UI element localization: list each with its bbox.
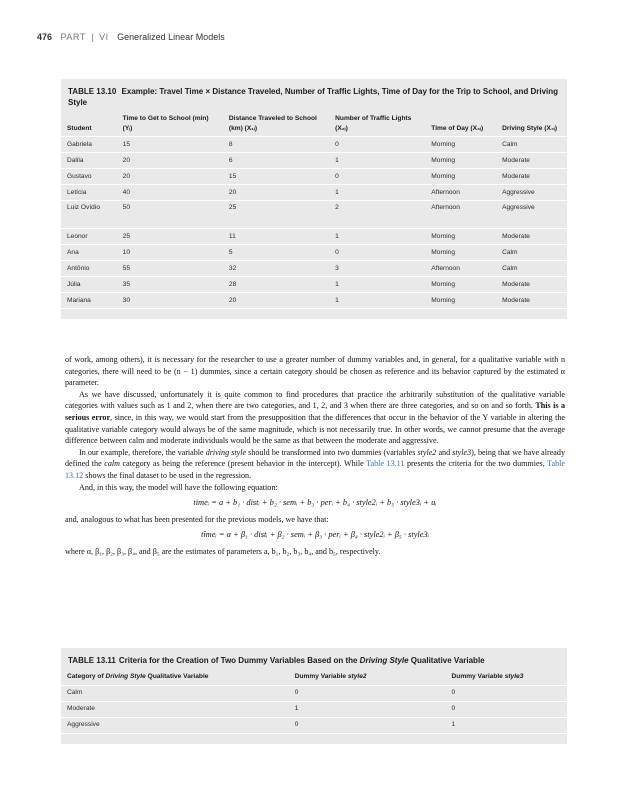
table-row: [61, 277, 567, 293]
cell: 1: [329, 293, 425, 309]
cell: Afternoon: [425, 261, 496, 277]
table-label: TABLE 13.10: [68, 87, 117, 96]
table-row: [61, 701, 567, 717]
col-header: Distance Traveled to School (km) (X₁ᵢ): [223, 113, 329, 137]
table-caption: [61, 79, 567, 113]
cell: Calm: [496, 261, 567, 277]
paragraph: [65, 447, 565, 482]
emphasis: style2: [417, 447, 437, 457]
table-row: [61, 685, 567, 701]
cell: Mariana: [61, 293, 117, 309]
table-row: [61, 201, 567, 229]
cell: Morning: [425, 137, 496, 153]
col-header: Dummy Variable style2: [289, 671, 446, 685]
cell: 1: [329, 185, 425, 201]
text-run: , since, in this way, we would start from the presupposition that the differences that occur in the behavior of the Y variable in altering the qualitative variable category would always be of the same magnitude, which is not necessarily true. In other words, we cannot presume that the average difference between calm and moderate individuals would be the same as that between the moderate and aggressive.: [65, 412, 565, 446]
cell: Gabriela: [61, 137, 117, 153]
table-row: [61, 153, 567, 169]
cell: Moderate: [496, 169, 567, 185]
cell: 15: [117, 137, 223, 153]
cell: Luiz Ovídio: [61, 201, 117, 229]
table-13-10: [61, 79, 567, 319]
cell: 15: [223, 169, 329, 185]
cell: Moderate: [496, 293, 567, 309]
cell: Ana: [61, 245, 117, 261]
cell: 5: [223, 245, 329, 261]
cell: Moderate: [61, 701, 289, 717]
paragraph: of work, among others), it is necessary for the researcher to use a greater number of dummy variables and, in general, for a qualitative variable with n categories, there will need to be (n − 1) dummies, since a certain category should be chosen as reference and its behavior captured by the estimated α parameter.: [65, 355, 565, 388]
section-title: Generalized Linear Models: [117, 32, 225, 42]
cell: Aggressive: [61, 717, 289, 733]
cell: 28: [223, 277, 329, 293]
cell: 0: [446, 685, 567, 701]
table-13-11: [61, 648, 567, 744]
col-header: Time of Day (X₃ᵢ): [425, 113, 496, 137]
table-row: [61, 293, 567, 309]
table-header-row: [61, 671, 567, 685]
text-run: should be transformed into two dummies (variables: [246, 447, 418, 457]
text-run: presents the criteria for the two dummies,: [404, 459, 548, 469]
text-run: shows the final dataset to be used in the regression.: [83, 470, 252, 480]
table-row: [61, 229, 567, 245]
text-run: As we have discussed, unfortunately it is quite common to find procedures that practice the arbitrarily substitution of the qualitative variable categories with values such as 1 and 2, when there are two categories, and 1, 2, and 3 when there are three categories, and so on and so forth.: [65, 389, 565, 411]
cell: Letícia: [61, 185, 117, 201]
cell: Morning: [425, 229, 496, 245]
col-header: Number of Traffic Lights (X₂ᵢ): [329, 113, 425, 137]
cell: 0: [289, 685, 446, 701]
cell: Antônio: [61, 261, 117, 277]
header-separator: |: [91, 32, 94, 42]
cell: Morning: [425, 245, 496, 261]
cell: 30: [117, 293, 223, 309]
table-row: [61, 717, 567, 733]
equation-model: timeᵢ = a + b₁ · distᵢ + b₂ · semᵢ + b₃ · perᵢ + b₄ · style2ᵢ + b₅ · style3ᵢ + uᵢ: [193, 498, 437, 508]
table-header-row: [61, 113, 567, 137]
cell: 10: [117, 245, 223, 261]
cell: 1: [329, 229, 425, 245]
cell: 0: [289, 717, 446, 733]
part-number: VI: [99, 32, 109, 42]
text-run: ), being that we have already defined the: [65, 447, 565, 469]
cell: 1: [289, 701, 446, 717]
table-row: [61, 261, 567, 277]
table-title: Example: Travel Time × Distance Traveled, Number of Traffic Lights, Time of Day for the Trip to School, and Driving Style: [68, 87, 559, 107]
cell: 35: [117, 277, 223, 293]
equation-estimate: tîmeᵢ = α + β₁ · distᵢ + β₂ · semᵢ + β₃ · perᵢ + β₄ · style2ᵢ + β₅ · style3ᵢ: [201, 530, 429, 540]
cell: 1: [329, 277, 425, 293]
cell: Gustavo: [61, 169, 117, 185]
text-run: In our example, therefore, the variable: [79, 447, 206, 457]
cell: 20: [223, 293, 329, 309]
cell: Morning: [425, 277, 496, 293]
cell: Moderate: [496, 229, 567, 245]
table-label: TABLE 13.11: [68, 656, 116, 665]
paragraph: And, in this way, the model will have the following equation:: [79, 482, 278, 492]
text-run: category as being the reference (present behavior in the intercept). While: [119, 459, 367, 469]
cell: Morning: [425, 293, 496, 309]
table-row: [61, 169, 567, 185]
cell: Aggressive: [496, 185, 567, 201]
cell: 1: [329, 153, 425, 169]
cell: 20: [117, 153, 223, 169]
cell: Moderate: [496, 153, 567, 169]
cell: Dalila: [61, 153, 117, 169]
table-reference-link[interactable]: Table 13.11: [366, 459, 405, 469]
table-row: [61, 137, 567, 153]
dummy-criteria-table: [61, 671, 567, 733]
cell: 0: [329, 137, 425, 153]
cell: Leonor: [61, 229, 117, 245]
caption-text: Qualitative Variable: [408, 656, 485, 665]
text-run: and: [436, 447, 453, 457]
cell: 25: [117, 229, 223, 245]
cell: Morning: [425, 153, 496, 169]
cell: 20: [223, 185, 329, 201]
cell: 6: [223, 153, 329, 169]
cell: 11: [223, 229, 329, 245]
cell: Aggressive: [496, 201, 567, 229]
col-header: Student: [61, 113, 117, 137]
paragraph: where α, β₁, β₂, β₃, β₄, and β₅ are the estimates of parameters a, b₁, b₂, b₃, b₄, and b₅, respectively.: [65, 546, 381, 556]
cell: Calm: [496, 245, 567, 261]
cell: 2: [329, 201, 425, 229]
cell: 40: [117, 185, 223, 201]
cell: 3: [329, 261, 425, 277]
caption-text: Criteria for the Creation of Two Dummy Variables Based on the: [118, 656, 360, 665]
cell: Afternoon: [425, 201, 496, 229]
emphasis-bold: This is a serious error: [65, 401, 566, 422]
data-table: [61, 113, 567, 308]
cell: 0: [329, 169, 425, 185]
page-number: 476: [37, 32, 53, 42]
paragraph: [65, 389, 565, 447]
running-header: [37, 32, 225, 42]
cell: 32: [223, 261, 329, 277]
cell: Calm: [61, 685, 289, 701]
emphasis: style3: [452, 447, 472, 457]
cell: Moderate: [496, 277, 567, 293]
cell: 20: [117, 169, 223, 185]
part-label: PART: [60, 32, 86, 42]
col-header: Category of Driving Style Qualitative Variable: [61, 671, 289, 685]
table-reference-link[interactable]: Table 13.12: [65, 459, 565, 480]
table-row: [61, 245, 567, 261]
cell: 50: [117, 201, 223, 229]
cell: 8: [223, 137, 329, 153]
cell: 25: [223, 201, 329, 229]
cell: Morning: [425, 169, 496, 185]
emphasis: calm: [104, 459, 120, 469]
table-row: [61, 185, 567, 201]
caption-italic: Driving Style: [359, 656, 409, 665]
cell: 0: [329, 245, 425, 261]
col-header: Driving Style (X₄ᵢ): [496, 113, 567, 137]
emphasis: driving style: [205, 447, 247, 457]
paragraph: and, analogous to what has been presented for the previous models, we have that:: [65, 514, 329, 524]
cell: Calm: [496, 137, 567, 153]
col-header: Time to Get to School (min) (Yᵢ): [117, 113, 223, 137]
cell: Júlia: [61, 277, 117, 293]
cell: Afternoon: [425, 185, 496, 201]
cell: 1: [446, 717, 567, 733]
cell: 0: [446, 701, 567, 717]
body-text: [65, 354, 565, 558]
col-header: Dummy Variable style3: [446, 671, 567, 685]
cell: 55: [117, 261, 223, 277]
table-footer-space: [61, 308, 567, 319]
table-footer-space: [61, 733, 567, 744]
table-caption: [61, 648, 567, 671]
